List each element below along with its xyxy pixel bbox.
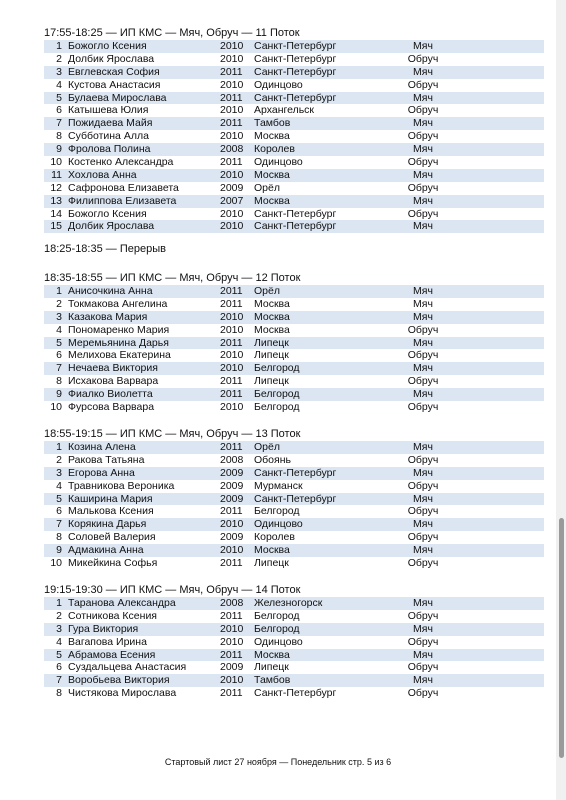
row-number: 6	[56, 349, 62, 362]
session-block-11	[44, 27, 544, 233]
athlete-name: Фиалко Виолетта	[68, 388, 153, 401]
table-row	[44, 610, 544, 623]
row-number: 6	[56, 661, 62, 674]
row-number: 5	[56, 492, 62, 505]
apparatus: Обруч	[407, 323, 439, 336]
table-row	[44, 388, 544, 401]
city: Липецк	[254, 375, 289, 388]
city: Санкт-Петербург	[254, 687, 337, 700]
row-number: 14	[50, 207, 62, 220]
table-row	[44, 649, 544, 662]
apparatus: Мяч	[413, 622, 433, 635]
athlete-name: Меремьянина Дарья	[68, 336, 169, 349]
table-row	[44, 467, 544, 480]
row-number: 1	[56, 285, 62, 297]
athlete-name: Травникова Вероника	[68, 479, 175, 492]
row-number: 1	[56, 40, 62, 52]
table-row	[44, 156, 544, 169]
athlete-name: Таранова Александра	[68, 597, 176, 609]
table-row	[44, 480, 544, 493]
apparatus: Мяч	[413, 466, 433, 479]
birth-year: 2010	[220, 130, 244, 143]
city: Санкт-Петербург	[254, 40, 337, 52]
athlete-name: Микейкина Софья	[68, 557, 158, 570]
table-row	[44, 104, 544, 117]
row-number: 1	[56, 441, 62, 453]
birth-year: 2009	[220, 492, 244, 505]
session-block-12	[44, 272, 544, 414]
birth-year: 2009	[220, 531, 244, 544]
apparatus: Мяч	[413, 544, 433, 557]
table-row	[44, 531, 544, 544]
apparatus: Мяч	[413, 65, 433, 78]
city: Липецк	[254, 349, 289, 362]
session-title: 19:15-19:30 — ИП КМС — Мяч, Обруч — 14 Поток	[44, 584, 301, 596]
table-row	[44, 674, 544, 687]
table-row	[44, 454, 544, 467]
athlete-name: Суздальцева Анастасия	[68, 661, 187, 674]
city: Белгород	[254, 505, 300, 518]
table-row	[44, 298, 544, 311]
city: Одинцово	[254, 78, 303, 91]
birth-year: 2011	[220, 117, 243, 130]
table-row	[44, 375, 544, 388]
city: Липецк	[254, 557, 289, 570]
apparatus: Обруч	[407, 401, 439, 414]
row-number: 4	[56, 635, 62, 648]
city: Королев	[254, 531, 295, 544]
apparatus: Обруч	[407, 505, 439, 518]
session-block-14	[44, 584, 544, 700]
athlete-name: Божогло Ксения	[68, 40, 147, 52]
table-row	[44, 687, 544, 700]
birth-year: 2010	[220, 220, 244, 233]
apparatus: Мяч	[413, 91, 433, 104]
apparatus: Мяч	[413, 220, 433, 233]
birth-year: 2010	[220, 518, 244, 531]
birth-year: 2011	[220, 441, 243, 453]
row-number: 7	[56, 362, 62, 375]
table-row	[44, 661, 544, 674]
city: Москва	[254, 310, 290, 323]
row-number: 4	[56, 78, 62, 91]
athlete-name: Воробьева Виктория	[68, 674, 170, 687]
table-row	[44, 401, 544, 414]
athlete-name: Пожидаева Майя	[68, 117, 153, 130]
apparatus: Мяч	[413, 362, 433, 375]
athlete-name: Субботина Алла	[68, 130, 149, 143]
birth-year: 2010	[220, 349, 244, 362]
city: Москва	[254, 168, 290, 181]
apparatus: Обруч	[407, 557, 439, 570]
apparatus: Обруч	[407, 104, 439, 117]
city: Белгород	[254, 388, 300, 401]
birth-year: 2008	[220, 453, 244, 466]
city: Москва	[254, 323, 290, 336]
birth-year: 2011	[220, 336, 243, 349]
row-number: 10	[50, 401, 62, 414]
session-title: 18:55-19:15 — ИП КМС — Мяч, Обруч — 13 Поток	[44, 428, 301, 440]
birth-year: 2010	[220, 622, 244, 635]
city: Липецк	[254, 336, 289, 349]
birth-year: 2011	[220, 91, 243, 104]
table-row	[44, 493, 544, 506]
row-number: 13	[50, 194, 62, 207]
city: Архангельск	[254, 104, 315, 117]
athlete-name: Кустова Анастасия	[68, 78, 161, 91]
table-row	[44, 130, 544, 143]
birth-year: 2011	[220, 648, 243, 661]
row-number: 5	[56, 91, 62, 104]
break-line: 18:25-18:35 — Перерыв	[44, 243, 166, 255]
athlete-name: Чистякова Мирослава	[68, 687, 177, 700]
city: Королев	[254, 143, 295, 156]
apparatus: Мяч	[413, 492, 433, 505]
apparatus: Мяч	[413, 297, 433, 310]
birth-year: 2010	[220, 104, 244, 117]
row-number: 5	[56, 648, 62, 661]
apparatus: Обруч	[407, 349, 439, 362]
athlete-name: Хохлова Анна	[68, 168, 137, 181]
table-row	[44, 117, 544, 130]
row-number: 10	[50, 557, 62, 570]
table-row	[44, 349, 544, 362]
row-number: 2	[56, 609, 62, 622]
athlete-name: Анисочкина Анна	[68, 285, 153, 297]
row-number: 7	[56, 117, 62, 130]
birth-year: 2010	[220, 207, 244, 220]
table-row	[44, 441, 544, 454]
birth-year: 2011	[220, 297, 243, 310]
birth-year: 2009	[220, 466, 244, 479]
athlete-name: Сотникова Ксения	[68, 609, 157, 622]
birth-year: 2011	[220, 65, 243, 78]
birth-year: 2010	[220, 168, 244, 181]
row-number: 1	[56, 597, 62, 609]
apparatus: Обруч	[407, 531, 439, 544]
birth-year: 2010	[220, 635, 244, 648]
city: Белгород	[254, 362, 300, 375]
row-number: 2	[56, 52, 62, 65]
row-number: 3	[56, 310, 62, 323]
apparatus: Обруч	[407, 453, 439, 466]
city: Санкт-Петербург	[254, 52, 337, 65]
athlete-name: Мелихова Екатерина	[68, 349, 171, 362]
birth-year: 2011	[220, 687, 243, 700]
birth-year: 2011	[220, 505, 243, 518]
apparatus: Мяч	[413, 648, 433, 661]
city: Одинцово	[254, 635, 303, 648]
row-number: 4	[56, 479, 62, 492]
row-number: 8	[56, 130, 62, 143]
row-number: 3	[56, 622, 62, 635]
row-number: 8	[56, 687, 62, 700]
birth-year: 2010	[220, 52, 244, 65]
apparatus: Обруч	[407, 52, 439, 65]
apparatus: Обруч	[407, 635, 439, 648]
city: Белгород	[254, 609, 300, 622]
session-title: 18:35-18:55 — ИП КМС — Мяч, Обруч — 12 Поток	[44, 272, 301, 284]
row-number: 3	[56, 466, 62, 479]
table-row	[44, 557, 544, 570]
city: Тамбов	[254, 117, 291, 130]
birth-year: 2011	[220, 156, 243, 169]
apparatus: Обруч	[407, 207, 439, 220]
city: Белгород	[254, 401, 300, 414]
birth-year: 2009	[220, 479, 244, 492]
table-row	[44, 182, 544, 195]
table-row	[44, 79, 544, 92]
table-row	[44, 324, 544, 337]
athlete-name: Абрамова Есения	[68, 648, 156, 661]
table-row	[44, 285, 544, 298]
birth-year: 2009	[220, 181, 244, 194]
apparatus: Обруч	[407, 78, 439, 91]
row-number: 6	[56, 104, 62, 117]
scrollbar-thumb[interactable]	[559, 518, 564, 758]
athlete-name: Катышева Юлия	[68, 104, 149, 117]
birth-year: 2010	[220, 78, 244, 91]
athlete-name: Костенко Александра	[68, 156, 174, 169]
city: Санкт-Петербург	[254, 65, 337, 78]
athlete-name: Божогло Ксения	[68, 207, 147, 220]
apparatus: Мяч	[413, 194, 433, 207]
apparatus: Обруч	[407, 156, 439, 169]
table-row	[44, 220, 544, 233]
page-footer: Стартовый лист 27 ноября — Понедельник стр. 5 из 6	[164, 757, 392, 767]
birth-year: 2010	[220, 544, 244, 557]
apparatus: Мяч	[413, 143, 433, 156]
athlete-name: Козина Алена	[68, 441, 136, 453]
table-row	[44, 337, 544, 350]
table-row	[44, 311, 544, 324]
session-title: 17:55-18:25 — ИП КМС — Мяч, Обруч — 11 Поток	[44, 27, 300, 39]
athlete-name: Фурсова Варвара	[68, 401, 155, 414]
birth-year: 2011	[220, 609, 243, 622]
city: Санкт-Петербург	[254, 91, 337, 104]
apparatus: Мяч	[413, 388, 433, 401]
row-number: 7	[56, 674, 62, 687]
row-number: 2	[56, 453, 62, 466]
row-number: 9	[56, 388, 62, 401]
birth-year: 2010	[220, 40, 244, 52]
table-row	[44, 143, 544, 156]
apparatus: Мяч	[413, 518, 433, 531]
athlete-name: Ракова Татьяна	[68, 453, 145, 466]
city: Орёл	[254, 285, 280, 297]
table-row	[44, 66, 544, 79]
birth-year: 2010	[220, 674, 244, 687]
row-number: 12	[50, 181, 62, 194]
city: Санкт-Петербург	[254, 220, 337, 233]
table-row	[44, 544, 544, 557]
birth-year: 2010	[220, 362, 244, 375]
row-number: 9	[56, 544, 62, 557]
birth-year: 2009	[220, 661, 244, 674]
table-row	[44, 53, 544, 66]
city: Мурманск	[254, 479, 303, 492]
row-number: 10	[50, 156, 62, 169]
city: Санкт-Петербург	[254, 207, 337, 220]
birth-year: 2011	[220, 388, 243, 401]
table-row	[44, 505, 544, 518]
apparatus: Обруч	[407, 375, 439, 388]
row-number: 6	[56, 505, 62, 518]
city: Санкт-Петербург	[254, 492, 337, 505]
athlete-name: Корякина Дарья	[68, 518, 147, 531]
row-number: 8	[56, 531, 62, 544]
apparatus: Мяч	[413, 441, 433, 453]
birth-year: 2008	[220, 143, 244, 156]
athlete-name: Малькова Ксения	[68, 505, 154, 518]
birth-year: 2011	[220, 557, 243, 570]
apparatus: Мяч	[413, 310, 433, 323]
city: Орёл	[254, 181, 280, 194]
table-row	[44, 597, 544, 610]
table-row	[44, 208, 544, 221]
city: Белгород	[254, 622, 300, 635]
athlete-name: Каширина Мария	[68, 492, 153, 505]
athlete-name: Адмакина Анна	[68, 544, 144, 557]
birth-year: 2011	[220, 375, 243, 388]
table-row	[44, 518, 544, 531]
apparatus: Мяч	[413, 597, 433, 609]
athlete-name: Пономаренко Мария	[68, 323, 170, 336]
birth-year: 2010	[220, 310, 244, 323]
city: Санкт-Петербург	[254, 466, 337, 479]
city: Тамбов	[254, 674, 291, 687]
athlete-name: Егорова Анна	[68, 466, 135, 479]
apparatus: Мяч	[413, 674, 433, 687]
apparatus: Обруч	[407, 479, 439, 492]
apparatus: Мяч	[413, 168, 433, 181]
row-number: 8	[56, 375, 62, 388]
row-number: 11	[51, 168, 62, 181]
athlete-name: Казакова Мария	[68, 310, 148, 323]
athlete-name: Филиппова Елизавета	[68, 194, 177, 207]
table-row	[44, 362, 544, 375]
apparatus: Мяч	[413, 285, 433, 297]
city: Одинцово	[254, 156, 303, 169]
athlete-name: Вагапова Ирина	[68, 635, 147, 648]
city: Москва	[254, 297, 290, 310]
athlete-name: Исхакова Варвара	[68, 375, 159, 388]
athlete-name: Сафронова Елизавета	[68, 181, 179, 194]
table-row	[44, 169, 544, 182]
city: Москва	[254, 130, 290, 143]
athlete-name: Евглевская София	[68, 65, 160, 78]
athlete-name: Токмакова Ангелина	[68, 297, 168, 310]
apparatus: Обруч	[407, 661, 439, 674]
athlete-name: Нечаева Виктория	[68, 362, 158, 375]
row-number: 3	[56, 65, 62, 78]
apparatus: Мяч	[413, 117, 433, 130]
apparatus: Обруч	[407, 609, 439, 622]
city: Железногорск	[254, 597, 323, 609]
table-row	[44, 195, 544, 208]
birth-year: 2010	[220, 323, 244, 336]
city: Орёл	[254, 441, 280, 453]
session-block-13	[44, 428, 544, 570]
birth-year: 2011	[220, 285, 243, 297]
row-number: 4	[56, 323, 62, 336]
table-row	[44, 92, 544, 105]
city: Одинцово	[254, 518, 303, 531]
athlete-name: Булаева Мирослава	[68, 91, 167, 104]
birth-year: 2010	[220, 401, 244, 414]
city: Москва	[254, 544, 290, 557]
apparatus: Мяч	[413, 40, 433, 52]
table-row	[44, 40, 544, 53]
row-number: 7	[56, 518, 62, 531]
row-number: 15	[50, 220, 62, 233]
athlete-name: Соловей Валерия	[68, 531, 156, 544]
athlete-name: Фролова Полина	[68, 143, 151, 156]
row-number: 5	[56, 336, 62, 349]
city: Москва	[254, 194, 290, 207]
vertical-scrollbar[interactable]	[556, 0, 566, 800]
table-row	[44, 636, 544, 649]
city: Москва	[254, 648, 290, 661]
athlete-name: Долбик Ярослава	[68, 220, 155, 233]
athlete-name: Гура Виктория	[68, 622, 139, 635]
birth-year: 2008	[220, 597, 244, 609]
athlete-name: Долбик Ярослава	[68, 52, 155, 65]
row-number: 2	[56, 297, 62, 310]
birth-year: 2007	[220, 194, 244, 207]
row-number: 9	[56, 143, 62, 156]
apparatus: Обруч	[407, 687, 439, 700]
city: Обоянь	[254, 453, 291, 466]
apparatus: Обруч	[407, 130, 439, 143]
city: Липецк	[254, 661, 289, 674]
apparatus: Обруч	[407, 181, 439, 194]
apparatus: Мяч	[413, 336, 433, 349]
table-row	[44, 623, 544, 636]
